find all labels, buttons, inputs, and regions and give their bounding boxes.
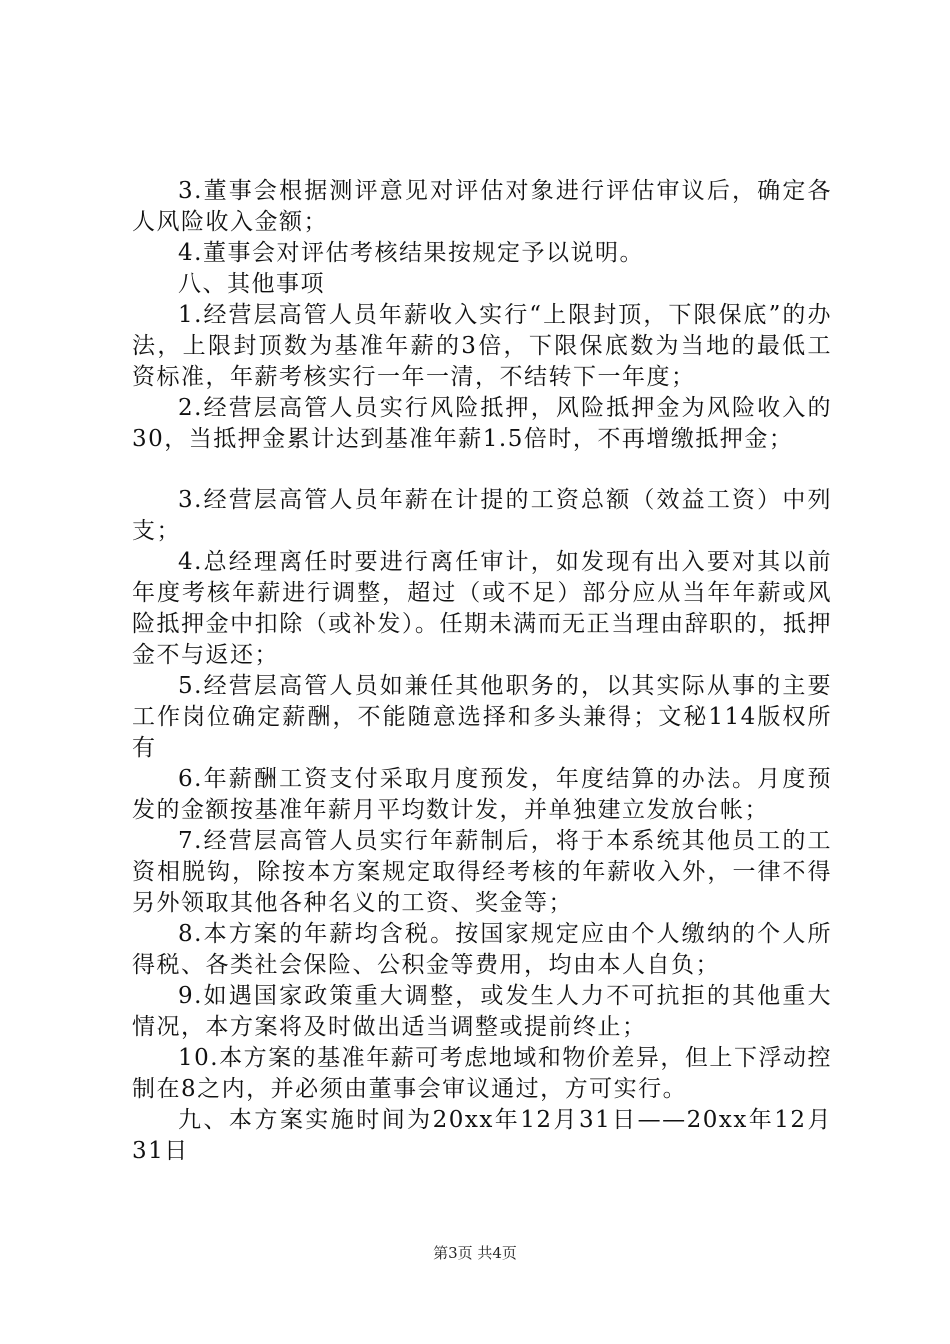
paragraph-risk-deposit: 2.经营层高管人员实行风险抵押，风险抵押金为风险收入的30，当抵押金累计达到基准年薪1.5倍时，不再增缴抵押金； (132, 395, 832, 452)
paragraph-departure-audit: 4.总经理离任时要进行离任审计，如发现有出入要对其以前年度考核年薪进行调整，超过（或不足）部分应从当年年薪或风险抵押金中扣除（或补发）。任期未满而无正当理由辞职的，抵押金不与返还； (132, 549, 832, 668)
paragraph-salary-cap: 1.经营层高管人员年薪收入实行“上限封顶，下限保底”的办法，上限封顶数为基准年薪的3倍，下限保底数为当地的最低工资标准，年薪考核实行一年一清，不结转下一年度； (132, 302, 832, 390)
page-footer: 第3页 共4页 (433, 1244, 517, 1262)
section-heading-other-matters: 八、其他事项 (178, 271, 325, 297)
paragraph-decoupling: 7.经营层高管人员实行年薪制后，将于本系统其他员工的工资相脱钩，除按本方案规定取得经考核的年薪收入外，一律不得另外领取其他各种名义的工资、奖金等； (132, 828, 832, 916)
paragraph-gap (132, 455, 832, 485)
paragraph-board-explanation: 4.董事会对评估考核结果按规定予以说明。 (178, 240, 644, 266)
paragraph-payment-method: 6.年薪酬工资支付采取月度预发，年度结算的办法。月度预发的金额按基准年薪月平均数计发，并单独建立发放台帐； (132, 766, 832, 823)
document-body (132, 176, 832, 1167)
section-heading-implementation-period: 九、本方案实施时间为20xx年12月31日——20xx年12月31日 (132, 1107, 832, 1164)
paragraph-board-evaluation: 3.董事会根据测评意见对评估对象进行评估审议后，确定各人风险收入金额； (132, 178, 832, 235)
paragraph-policy-adjustment: 9.如遇国家政策重大调整，或发生人力不可抗拒的其他重大情况，本方案将及时做出适当调整或提前终止； (132, 983, 832, 1040)
paragraph-tax: 8.本方案的年薪均含税。按国家规定应由个人缴纳的个人所得税、各类社会保险、公积金等费用，均由本人自负； (132, 921, 832, 978)
paragraph-regional-variance: 10.本方案的基准年薪可考虑地域和物价差异，但上下浮动控制在8之内，并必须由董事会审议通过，方可实行。 (132, 1045, 832, 1102)
paragraph-salary-expense: 3.经营层高管人员年薪在计提的工资总额（效益工资）中列支； (132, 487, 832, 544)
paragraph-concurrent-posts: 5.经营层高管人员如兼任其他职务的，以其实际从事的主要工作岗位确定薪酬，不能随意选择和多头兼得；文秘114版权所有 (132, 673, 832, 761)
